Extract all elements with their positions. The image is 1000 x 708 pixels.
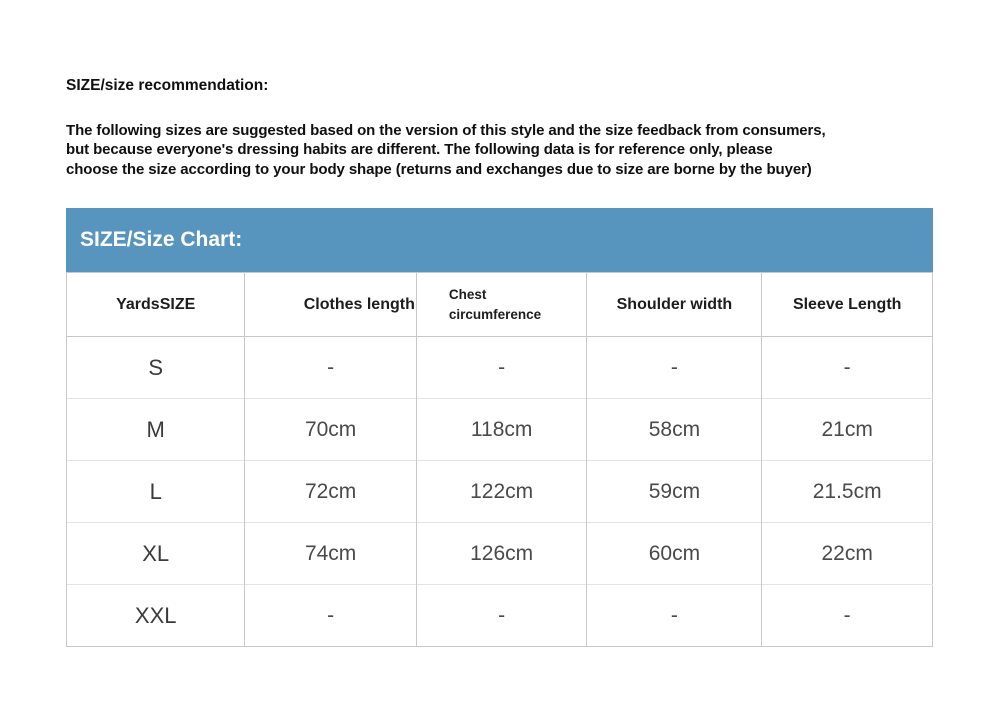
value-cell: - bbox=[416, 337, 587, 399]
table-row bbox=[67, 461, 933, 523]
col-header-clothes-length: Clothes length bbox=[245, 273, 416, 337]
value-cell: 126cm bbox=[416, 523, 587, 585]
intro-line: but because everyone's dressing habits are different. The following data is for reference only, please bbox=[66, 141, 773, 159]
size-cell: M bbox=[67, 399, 245, 461]
value-cell: - bbox=[416, 585, 587, 647]
value-cell: - bbox=[587, 585, 762, 647]
size-chart bbox=[66, 208, 933, 647]
table-header-row bbox=[67, 273, 933, 337]
value-cell: - bbox=[762, 337, 933, 399]
value-cell: - bbox=[245, 585, 416, 647]
value-cell: 59cm bbox=[587, 461, 762, 523]
value-cell: - bbox=[762, 585, 933, 647]
value-cell: 58cm bbox=[587, 399, 762, 461]
value-cell: - bbox=[587, 337, 762, 399]
size-cell: XL bbox=[67, 523, 245, 585]
col-header-chest-circumference bbox=[416, 273, 587, 337]
table-row bbox=[67, 585, 933, 647]
value-cell: 72cm bbox=[245, 461, 416, 523]
size-table bbox=[66, 272, 933, 647]
value-cell: 118cm bbox=[416, 399, 587, 461]
size-cell: L bbox=[67, 461, 245, 523]
value-cell: 21.5cm bbox=[762, 461, 933, 523]
intro-paragraph bbox=[66, 121, 826, 179]
table-row bbox=[67, 337, 933, 399]
value-cell: 70cm bbox=[245, 399, 416, 461]
value-cell: 22cm bbox=[762, 523, 933, 585]
size-chart-title: SIZE/Size Chart: bbox=[80, 228, 243, 251]
intro-line: The following sizes are suggested based on the version of this style and the size feedback from consumers, bbox=[66, 122, 826, 139]
value-cell: 74cm bbox=[245, 523, 416, 585]
col-header-shoulder-width: Shoulder width bbox=[587, 273, 762, 337]
chest-header-line: circumference bbox=[448, 306, 542, 322]
size-cell: XXL bbox=[67, 585, 245, 647]
size-cell: S bbox=[67, 337, 245, 399]
value-cell: 60cm bbox=[587, 523, 762, 585]
chest-header-line: Chest bbox=[448, 286, 487, 302]
col-header-sleeve-length: Sleeve Length bbox=[762, 273, 933, 337]
intro-line: choose the size according to your body shape (returns and exchanges due to size are borne by the buyer) bbox=[66, 160, 812, 178]
value-cell: - bbox=[245, 337, 416, 399]
size-chart-title-bar bbox=[66, 208, 933, 272]
value-cell: 122cm bbox=[416, 461, 587, 523]
col-header-yards-size: YardsSIZE bbox=[67, 273, 245, 337]
table-row bbox=[67, 523, 933, 585]
table-row bbox=[67, 399, 933, 461]
page-title: SIZE/size recommendation: bbox=[66, 77, 269, 94]
value-cell: 21cm bbox=[762, 399, 933, 461]
